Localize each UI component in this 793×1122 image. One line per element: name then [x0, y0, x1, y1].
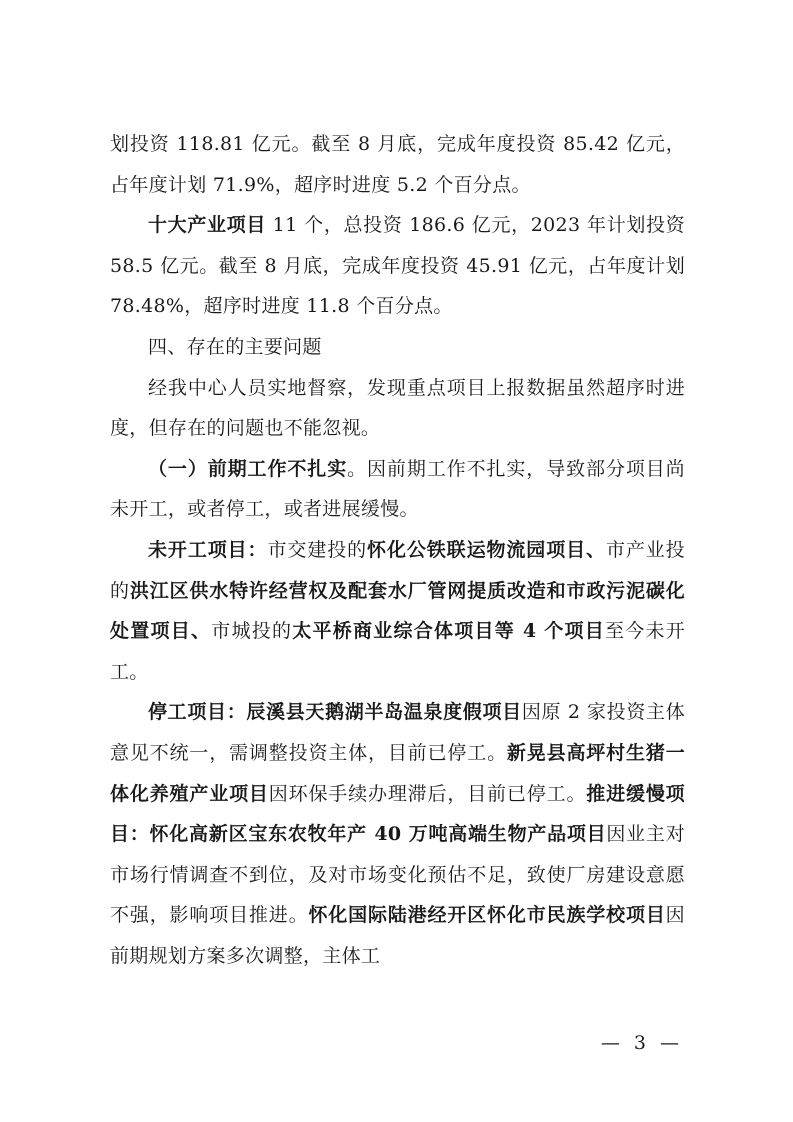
text-run: 划投资 118.81 亿元。截至 8 月底，完成年度投资 85.42 亿元，占年度计划 71.9%，超序时进度 5.2 个百分点。 — [110, 133, 685, 196]
text-run: 因前期规划方案多次调整，主体工 — [110, 904, 685, 967]
bold-text-run: （一）前期工作不扎实 — [148, 457, 348, 480]
text-run: 因环保手续办理滞后，目前已停工。 — [268, 782, 587, 805]
bold-text-run: 未开工项目： — [148, 538, 268, 561]
paragraph — [110, 530, 685, 692]
bold-text-run: 推进缓慢项目：怀化高新区宝东农牧年产 40 万吨高端生物产品项目 — [110, 782, 685, 846]
bold-text-run: 怀化公铁联运物流园项目、 — [367, 538, 606, 561]
bold-text-run: 太平桥商业综合体项目等 4 个项目 — [292, 620, 605, 643]
page-number: — 3 — — [600, 1032, 683, 1054]
paragraph — [110, 449, 685, 530]
text-run: 四、存在的主要问题 — [148, 335, 322, 358]
text-run: 经我中心人员实地督察，发现重点项目上报数据虽然超序时进度，但存在的问题也不能忽视。 — [110, 376, 685, 440]
paragraph — [110, 368, 685, 449]
bold-text-run: 洪江区供水特许经营权及配套水厂管网提质改造和市政污泥碳化处置项目、 — [110, 579, 685, 643]
text-run: 至今未开工。 — [110, 620, 685, 683]
text-run: 。因前期工作不扎实，导致部分项目尚未开工，或者停工，或者进展缓慢。 — [110, 457, 685, 521]
paragraph — [110, 327, 685, 368]
text-run: 因业主对市场行情调查不到位，及对市场变化预估不足，致使厂房建设意愿不强，影响项目推进。 — [110, 823, 686, 927]
text-run: 11 个，总投资 186.6 亿元，2023 年计划投资 58.5 亿元。截至 8 月底，完成年度投资 45.91 亿元，占年度计划 78.48%，超序时进度 11.8 个百分点。 — [110, 214, 685, 318]
text-run: 市产业投的 — [110, 538, 685, 602]
bold-text-run: 停工项目：辰溪县天鹅湖半岛温泉度假项目 — [148, 701, 522, 724]
bold-text-run: 新晃县高坪村生猪一体化养殖产业项目 — [110, 741, 685, 805]
text-run: 市城投的 — [211, 620, 293, 643]
document-body — [110, 124, 685, 976]
bold-text-run: 怀化国际陆港经开区怀化市民族学校项目 — [308, 904, 666, 927]
paragraph — [110, 692, 685, 976]
paragraph — [110, 124, 685, 205]
bold-text-run: 十大产业项目 — [148, 214, 266, 237]
paragraph — [110, 205, 685, 327]
text-run: 因原 2 家投资主体意见不统一，需调整投资主体，目前已停工。 — [110, 701, 685, 764]
text-run: 市交建投的 — [267, 538, 368, 561]
